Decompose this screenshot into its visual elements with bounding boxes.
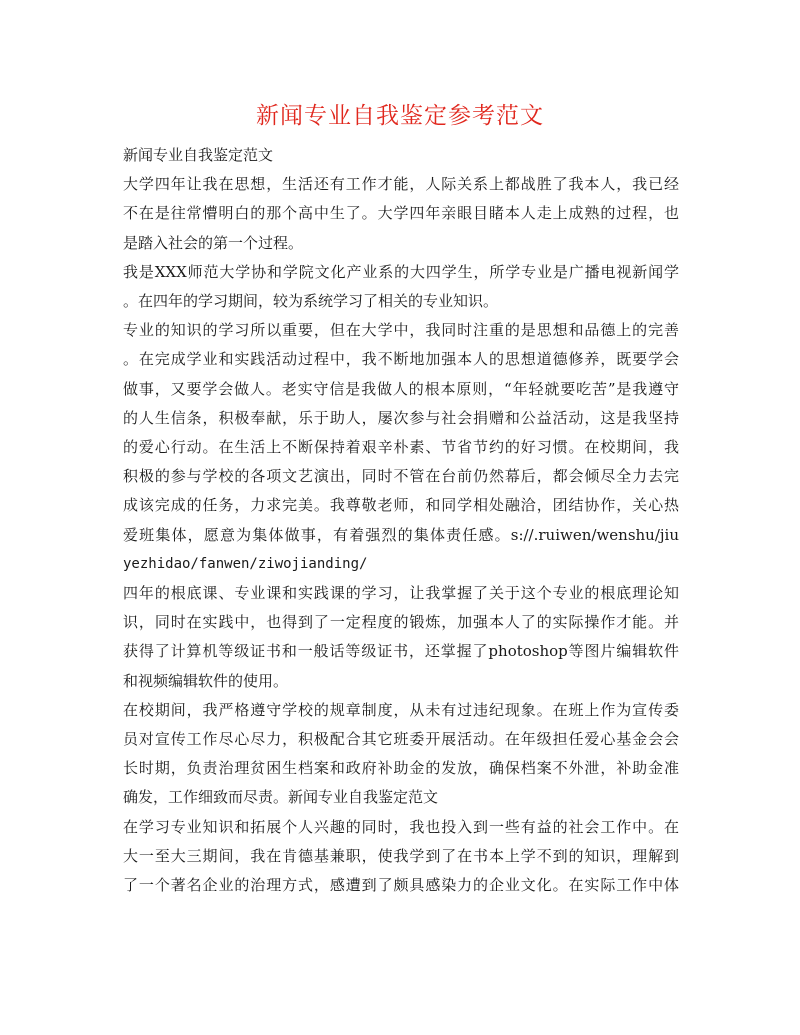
text-line: 的人生信条，积极奉献，乐于助人，屡次参与社会捐赠和公益活动，这是我坚持 (123, 408, 679, 427)
text-line: 在校期间，我严格遵守学校的规章制度，从未有过违纪现象。在班上作为宣传委 (123, 700, 679, 719)
subtitle-line: 新闻专业自我鉴定范文 (123, 146, 274, 164)
text-line: 是踏入社会的第一个过程。 (123, 233, 304, 252)
document-body (123, 141, 679, 900)
text-line: 。在四年的学习期间，较为系统学习了相关的专业知识。 (123, 292, 499, 311)
text-line: 员对宣传工作尽心尽力，积极配合其它班委开展活动。在年级担任爱心基金会会 (123, 730, 679, 749)
text-line: 积极的参与学校的各项文艺演出，同时不管在台前仍然幕后，都会倾尽全力去完 (123, 467, 679, 486)
text-line: 不在是往常懵明白的那个高中生了。大学四年亲眼目睹本人走上成熟的过程，也 (123, 204, 679, 223)
text-line: 的爱心行动。在生活上不断保持着艰辛朴素、节省节约的好习惯。在校期间，我 (123, 438, 679, 457)
text-line: 长时期，负责治理贫困生档案和政府补助金的发放，确保档案不外泄，补助金准 (123, 759, 679, 778)
text-line: 做事，又要学会做人。老实守信是我做人的根本原则，“年轻就要吃苦”是我遵守 (123, 379, 679, 398)
text-line: 大学四年让我在思想，生活还有工作才能，人际关系上都战胜了我本人，我已经 (123, 175, 679, 194)
text-line: 四年的根底课、专业课和实践课的学习，让我掌握了关于这个专业的根底理论知 (123, 584, 679, 603)
text-line: 在学习专业知识和拓展个人兴趣的同时，我也投入到一些有益的社会工作中。在 (123, 817, 679, 836)
text-line: 和视频编辑软件的使用。 (123, 671, 289, 690)
text-line: 识，同时在实践中，也得到了一定程度的锻炼，加强本人了的实际操作才能。并 (123, 613, 679, 632)
text-line: 我是XXX师范大学协和学院文化产业系的大四学生，所学专业是广播电视新闻学 (123, 262, 679, 281)
text-line: 大一至大三期间，我在肯德基兼职，使我学到了在书本上学不到的知识，理解到 (123, 846, 679, 865)
text-line: 爱班集体，愿意为集体做事，有着强烈的集体责任感。s://.ruiwen/wenshu/jiu (123, 525, 679, 544)
text-line: 专业的知识的学习所以重要，但在大学中，我同时注重的是思想和品德上的完善 (123, 321, 679, 340)
text-line: 。在完成学业和实践活动过程中，我不断地加强本人的思想道德修养，既要学会 (123, 350, 679, 369)
text-line: 确发，工作细致而尽责。新闻专业自我鉴定范文 (123, 788, 439, 807)
text-line: 了一个著名企业的治理方式，感遭到了颇具感染力的企业文化。在实际工作中体 (123, 876, 679, 895)
text-line: 获得了计算机等级证书和一般话等级证书，还掌握了photoshop等图片编辑软件 (123, 642, 679, 661)
url-line: yezhidao/fanwen/ziwojianding/ (123, 555, 368, 572)
text-line: 成该完成的任务，力求完美。我尊敬老师，和同学相处融洽，团结协作，关心热 (123, 496, 679, 515)
document-title: 新闻专业自我鉴定参考范文 (256, 103, 544, 129)
